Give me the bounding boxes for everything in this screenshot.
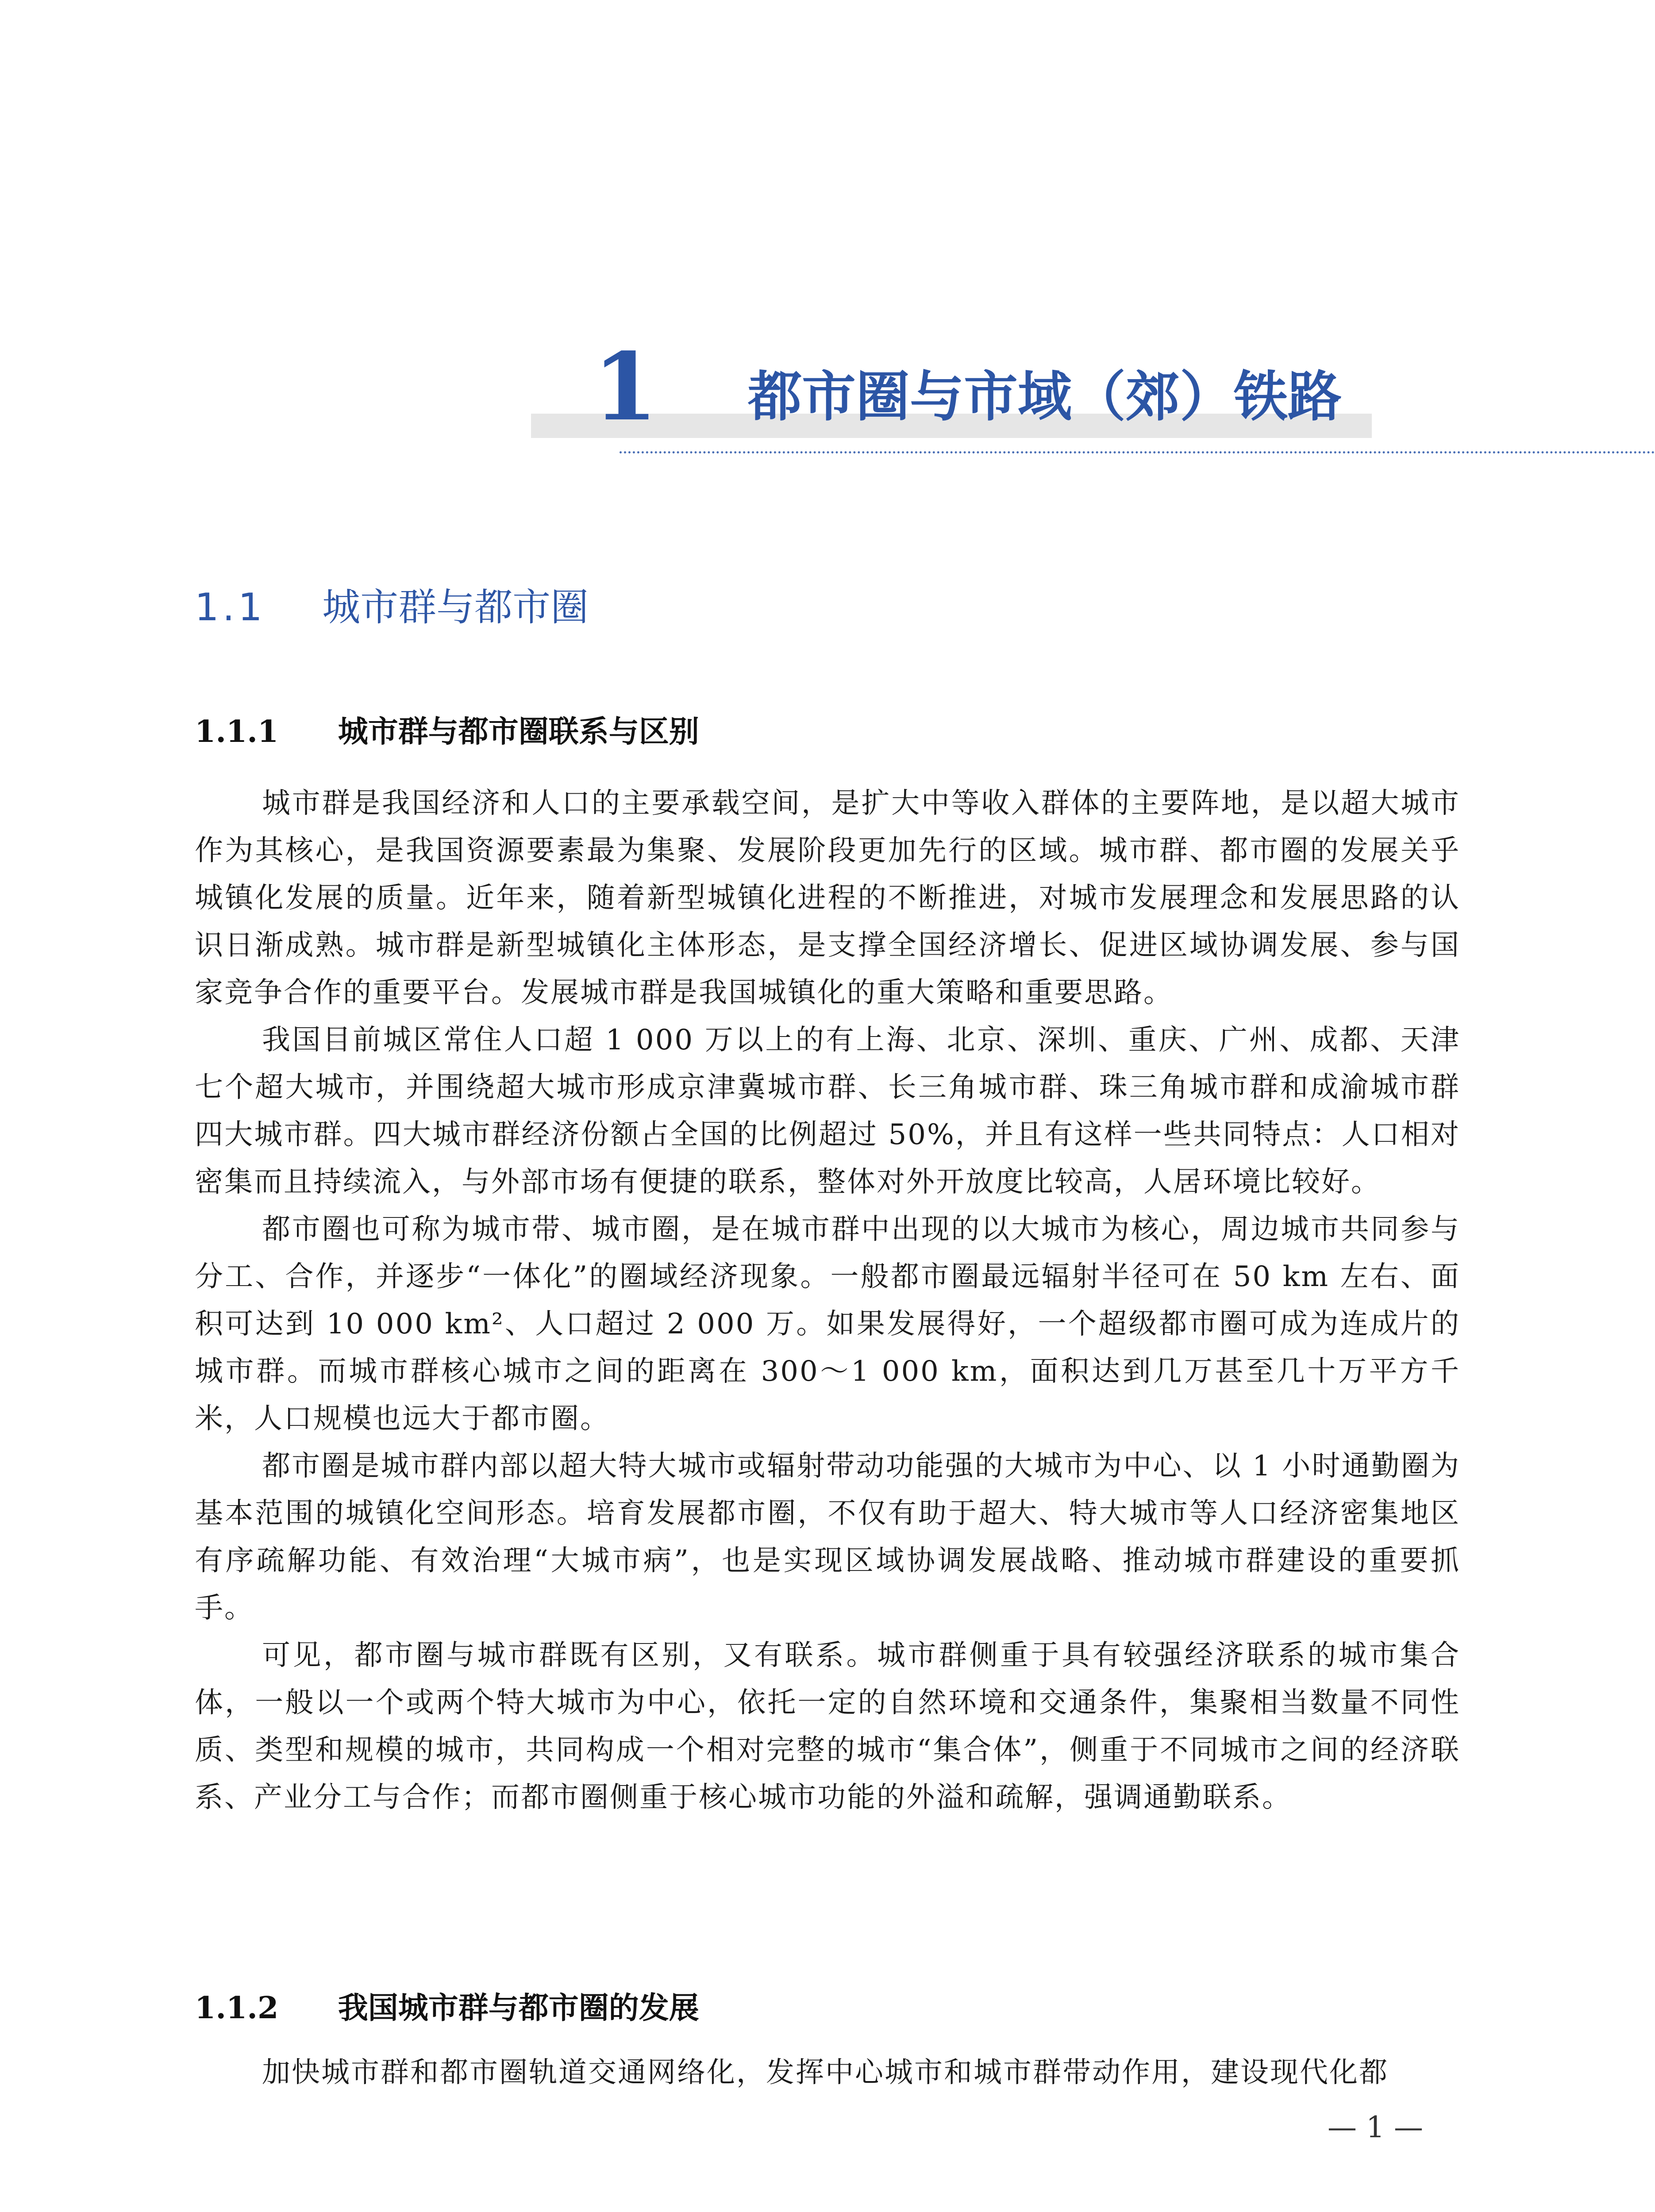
section-heading-1-1 [195, 585, 589, 630]
body-text-1-1-2 [195, 2049, 1460, 2097]
page-number: — 1 — [1328, 2110, 1423, 2144]
subsection-number: 1.1.1 [195, 714, 279, 749]
subsection-heading-1-1-1 [195, 714, 699, 749]
paragraph: 都市圈也可称为城市带、城市圈，是在城市群中出现的以大城市为核心，周边城市共同参与分工、合作，并逐步“一体化”的圈域经济现象。一般都市圈最远辐射半径可在 50 km 左右、面积可达到 10 000 km²、人口超过 2 000 万。如果发展得好，一个超级都市圈可成为连成片的城市群。而城市群核心城市之间的距离在 300～1 000 km，面积达到几万甚至几十万平方千米，人口规模也远大于都市圈。 [195, 1213, 1460, 1435]
subsection-title: 我国城市群与都市圈的发展 [338, 1990, 699, 2026]
paragraph: 可见，都市圈与城市群既有区别，又有联系。城市群侧重于具有较强经济联系的城市集合体，一般以一个或两个特大城市为中心，依托一定的自然环境和交通条件，集聚相当数量不同性质、类型和规模的城市，共同构成一个相对完整的城市“集合体”，侧重于不同城市之间的经济联系、产业分工与合作；而都市圈侧重于核心城市功能的外溢和疏解，强调通勤联系。 [195, 1639, 1460, 1814]
paragraph: 我国目前城区常住人口超 1 000 万以上的有上海、北京、深圳、重庆、广州、成都、天津七个超大城市，并围绕超大城市形成京津冀城市群、长三角城市群、珠三角城市群和成渝城市群四大城市群。四大城市群经济份额占全国的比例超过 50%，并且有这样一些共同特点：人口相对密集而且持续流入，与外部市场有便捷的联系，整体对外开放度比较高，人居环境比较好。 [195, 1024, 1460, 1198]
body-text-1-1-1 [195, 780, 1460, 1821]
chapter-title: 都市圈与市域（郊）铁路 [748, 365, 1342, 428]
subsection-title: 城市群与都市圈联系与区别 [338, 714, 699, 749]
paragraph: 都市圈是城市群内部以超大特大城市或辐射带动功能强的大城市为中心、以 1 小时通勤圈为基本范围的城镇化空间形态。培育发展都市圈，不仅有助于超大、特大城市等人口经济密集地区有序疏解功能、有效治理“大城市病”，也是实现区域协调发展战略、推动城市群建设的重要抓手。 [195, 1450, 1460, 1624]
subsection-heading-1-1-2 [195, 1990, 699, 2026]
section-title: 城市群与都市圈 [322, 585, 589, 630]
subsection-number: 1.1.2 [195, 1990, 279, 2026]
chapter-number: 1 [593, 332, 658, 442]
paragraph: 加快城市群和都市圈轨道交通网络化，发挥中心城市和城市群带动作用，建设现代化都 [262, 2056, 1389, 2089]
paragraph: 城市群是我国经济和人口的主要承载空间，是扩大中等收入群体的主要阵地，是以超大城市作为其核心，是我国资源要素最为集聚、发展阶段更加先行的区域。城市群、都市圈的发展关乎城镇化发展的质量。近年来，随着新型城镇化进程的不断推进，对城市发展理念和发展思路的认识日渐成熟。城市群是新型城镇化主体形态，是支撑全国经济增长、促进区域协调发展、参与国家竞争合作的重要平台。发展城市群是我国城镇化的重大策略和重要思路。 [195, 787, 1460, 1009]
section-number: 1.1 [195, 585, 266, 630]
chapter-dotted-rule [620, 451, 1655, 453]
